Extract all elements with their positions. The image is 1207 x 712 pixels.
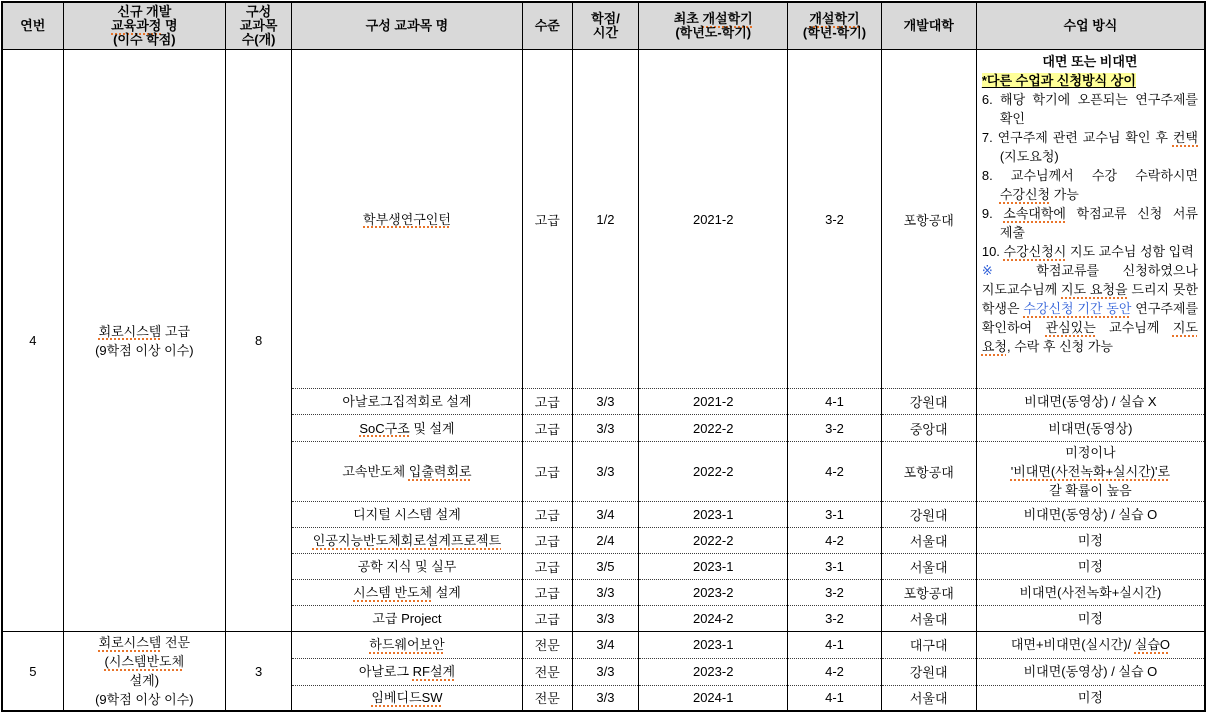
text-segment: *다른 수업과 신청방식 상이 <box>981 73 1136 88</box>
text-segment: 미정 <box>1077 690 1103 706</box>
seq-cell: 4 <box>2 50 63 632</box>
level-cell: 고급 <box>522 554 572 580</box>
credit-hours-cell: 3/3 <box>572 389 638 415</box>
text-segment: 비대면(동영상) / 실습 X <box>1024 394 1157 409</box>
text-segment: 학점교류 신청 서류 제출 <box>999 206 1198 240</box>
text-segment: (이수 학점) <box>113 32 176 47</box>
text-segment: 수강신청 <box>999 187 1051 202</box>
text-line <box>981 392 1200 411</box>
text-line <box>525 19 570 33</box>
first-term-cell: 2024-1 <box>639 685 788 711</box>
text-segment: 전문 <box>161 635 191 650</box>
term-cell: 4-2 <box>788 658 881 685</box>
text-segment: 고속반도체 <box>342 464 409 479</box>
method-cell <box>976 554 1205 580</box>
course-count-cell: 8 <box>226 50 292 632</box>
text-segment: 고급 <box>161 323 191 339</box>
text-line <box>575 12 636 26</box>
text-segment: 학점교류를 신청하였으나 지도교수님께 <box>981 263 1198 297</box>
text-segment: 미정이나 <box>1065 445 1116 460</box>
first-term-cell: 2023-1 <box>639 632 788 659</box>
text-segment: 실습O <box>1134 637 1171 653</box>
credit-hours-cell: 3/3 <box>572 580 638 606</box>
credit-hours-cell: 3/3 <box>572 658 638 685</box>
university-cell: 서울대 <box>881 685 976 711</box>
text-line <box>979 19 1202 33</box>
university-cell: 서울대 <box>881 606 976 632</box>
first-term-cell: 2022-2 <box>639 415 788 442</box>
level-cell: 고급 <box>522 606 572 632</box>
text-line <box>228 19 289 33</box>
text-line <box>575 26 636 40</box>
table-body <box>2 50 1205 712</box>
course-name-cell <box>292 606 523 632</box>
text-segment: (학년도-학기) <box>675 25 752 40</box>
text-segment: 수강신청 기간 동안 <box>1023 301 1132 316</box>
text-segment: 설계 <box>432 585 461 600</box>
text-segment: 미정 <box>1077 533 1103 548</box>
course-name-cell <box>292 389 523 415</box>
header-curriculum <box>63 2 225 50</box>
text-segment: 지도 요청 <box>981 320 1198 354</box>
text-segment: 고급 Project <box>372 611 442 626</box>
text-line <box>228 33 289 47</box>
credit-hours-cell: 3/3 <box>572 415 638 442</box>
term-cell: 3-2 <box>788 415 881 442</box>
text-segment: 아날로그 <box>358 664 413 680</box>
text-line <box>790 12 878 26</box>
course-row <box>2 632 1205 659</box>
text-line <box>66 5 223 19</box>
text-segment: 수준 <box>534 18 560 33</box>
text-segment: 하드웨어보안 <box>369 637 445 653</box>
text-segment: 인공지능반도체회로설계프로젝트 <box>312 533 502 548</box>
level-cell: 고급 <box>522 442 572 502</box>
level-cell: 고급 <box>522 389 572 415</box>
course-table <box>1 1 1206 712</box>
text-segment: 설계) <box>129 673 160 688</box>
text-segment: 개설학기 <box>702 11 753 26</box>
university-cell: 대구대 <box>881 632 976 659</box>
credit-hours-cell: 3/5 <box>572 554 638 580</box>
text-segment: 컨택 <box>1172 130 1198 145</box>
course-name-cell <box>292 580 523 606</box>
text-line <box>68 671 221 690</box>
text-line <box>981 462 1200 481</box>
text-line <box>68 633 221 652</box>
text-line <box>296 505 518 524</box>
first-term-cell: 2022-2 <box>639 528 788 554</box>
text-segment: 회로시스템 <box>98 323 162 339</box>
method-cell <box>976 580 1205 606</box>
curriculum-cell <box>63 50 225 632</box>
header-method <box>976 2 1205 50</box>
method-cell <box>976 389 1205 415</box>
text-segment: 가능 <box>1050 187 1079 202</box>
text-segment: 공학 지식 및 실무 <box>357 559 457 574</box>
text-segment: 비대면(사전녹화+실시간) <box>1019 585 1162 600</box>
course-row <box>2 50 1205 389</box>
text-line <box>981 505 1200 524</box>
level-cell: 고급 <box>522 502 572 528</box>
text-line <box>296 462 518 481</box>
text-segment: 대면+비대면(실시간)/ <box>1010 637 1135 653</box>
text-line <box>641 12 785 26</box>
method-cell <box>976 528 1205 554</box>
text-segment: 연구주제를 확인하여 <box>981 301 1198 335</box>
method-cell <box>976 658 1205 685</box>
university-cell: 강원대 <box>881 389 976 415</box>
text-line <box>982 242 1198 261</box>
text-line <box>982 90 1198 128</box>
method-cell <box>976 632 1205 659</box>
text-segment: 관심있는 <box>1045 320 1096 335</box>
term-cell: 3-2 <box>788 580 881 606</box>
text-line <box>296 210 518 229</box>
text-line <box>296 531 518 550</box>
text-segment: '비대면(사전녹화+실시간)'로 <box>1010 464 1171 479</box>
text-segment: 신규 개발 <box>117 4 172 19</box>
text-segment: 임베디드SW <box>371 690 443 706</box>
text-segment: 시스템 반도체 <box>353 585 433 600</box>
text-segment: (지도요청) <box>999 149 1059 164</box>
text-line <box>981 609 1200 628</box>
text-line <box>981 531 1200 550</box>
text-line <box>981 443 1200 462</box>
text-line <box>982 128 1198 166</box>
text-segment: 교수님께 <box>1095 320 1173 335</box>
text-segment: 비대면(동영상) / 실습 O <box>1023 664 1158 680</box>
text-segment: , 수락 후 신청 가능 <box>1006 339 1113 354</box>
text-line <box>981 635 1200 654</box>
course-name-cell <box>292 632 523 659</box>
credit-hours-cell: 3/3 <box>572 442 638 502</box>
credit-hours-cell: 3/4 <box>572 632 638 659</box>
text-line <box>228 5 289 19</box>
method-cell <box>976 442 1205 502</box>
text-segment: 비대면(동영상) <box>1048 420 1133 436</box>
course-name-cell <box>292 442 523 502</box>
university-cell: 중앙대 <box>881 415 976 442</box>
level-cell: 고급 <box>522 50 572 389</box>
text-segment: (시스템반도체 <box>104 654 185 669</box>
text-line <box>981 557 1200 576</box>
method-cell <box>976 685 1205 711</box>
text-line <box>296 557 518 576</box>
text-line <box>66 19 223 33</box>
text-line <box>982 204 1198 242</box>
university-cell: 서울대 <box>881 528 976 554</box>
course-name-cell <box>292 554 523 580</box>
text-line <box>68 652 221 671</box>
method-cell <box>976 606 1205 632</box>
header-first-term <box>639 2 788 50</box>
text-segment: 비대면(동영상) / 실습 O <box>1023 507 1158 522</box>
method-cell <box>976 415 1205 442</box>
text-line <box>981 481 1200 500</box>
text-segment: 소속대학에 <box>1003 206 1066 221</box>
text-segment: (9학점 이상 이수) <box>95 692 194 707</box>
text-segment: 6. 해당 학기에 오픈되는 연구주제를 확인 <box>981 92 1198 126</box>
first-term-cell: 2023-1 <box>639 502 788 528</box>
text-segment: 구성 <box>246 4 272 19</box>
text-segment: 디지털 시스템 설계 <box>353 507 461 522</box>
text-segment: 7. 연구주제 관련 교수님 확인 후 <box>981 130 1173 145</box>
level-cell: 전문 <box>522 658 572 685</box>
course-name-cell <box>292 528 523 554</box>
text-segment: ※ <box>981 263 1037 278</box>
university-cell: 포항공대 <box>881 580 976 606</box>
header-credit-hours <box>572 2 638 50</box>
text-line <box>982 166 1198 204</box>
text-line <box>296 419 518 438</box>
text-line <box>66 33 223 47</box>
text-segment: 10. <box>981 244 1004 259</box>
text-segment: 개발대학 <box>903 18 954 33</box>
credit-hours-cell: 3/3 <box>572 606 638 632</box>
term-cell: 4-1 <box>788 632 881 659</box>
seq-cell: 5 <box>2 632 63 712</box>
text-segment: 지도 요청을 <box>1061 282 1128 297</box>
text-segment: 및 설계 <box>409 420 455 436</box>
level-cell: 고급 <box>522 528 572 554</box>
text-line <box>68 690 221 709</box>
credit-hours-cell: 1/2 <box>572 50 638 389</box>
text-segment: 명 <box>161 18 178 33</box>
text-line <box>68 322 221 341</box>
text-segment: 학점/ <box>591 11 620 26</box>
text-segment: 회로시스템 <box>98 635 162 650</box>
header-level <box>522 2 572 50</box>
method-cell <box>976 50 1205 389</box>
credit-hours-cell: 2/4 <box>572 528 638 554</box>
text-segment: 수(개) <box>241 32 276 47</box>
text-segment: 미정 <box>1077 611 1103 626</box>
text-segment: 입출력회로 <box>408 464 472 479</box>
table-header <box>2 2 1205 50</box>
header-term <box>788 2 881 50</box>
text-line <box>641 26 785 40</box>
first-term-cell: 2022-2 <box>639 442 788 502</box>
first-term-cell: 2021-2 <box>639 389 788 415</box>
text-line <box>296 662 518 681</box>
method-cell <box>976 502 1205 528</box>
text-segment: 지도 교수님 성함 입력 <box>1066 244 1194 259</box>
text-segment: 최초 <box>673 11 703 26</box>
header-university <box>881 2 976 50</box>
first-term-cell: 2023-1 <box>639 554 788 580</box>
first-term-cell: 2021-2 <box>639 50 788 389</box>
text-segment: 수강신청시 <box>1003 244 1067 259</box>
term-cell: 3-1 <box>788 502 881 528</box>
level-cell: 고급 <box>522 580 572 606</box>
text-segment: 연번 <box>20 18 46 33</box>
text-segment: SoC구조 <box>359 420 410 436</box>
text-segment: 시간 <box>592 25 619 40</box>
text-line <box>981 662 1200 681</box>
text-line <box>296 688 518 707</box>
text-line <box>296 583 518 602</box>
credit-hours-cell: 3/4 <box>572 502 638 528</box>
term-cell: 4-2 <box>788 442 881 502</box>
text-line <box>68 341 221 360</box>
text-line <box>982 52 1198 71</box>
term-cell: 4-1 <box>788 389 881 415</box>
text-segment: 교육과정 <box>111 18 162 33</box>
text-segment: (9학점 이상 이수) <box>95 342 194 358</box>
text-line <box>981 583 1200 602</box>
text-segment: 드리지 못한 학생은 <box>981 282 1198 316</box>
text-line <box>982 71 1198 90</box>
text-segment: 학부생연구인턴 <box>363 211 451 227</box>
term-cell: 3-2 <box>788 606 881 632</box>
text-line <box>296 635 518 654</box>
text-segment: 대면 또는 비대면 <box>1042 54 1138 69</box>
text-segment: 수업 방식 <box>1063 18 1118 33</box>
term-cell: 3-2 <box>788 50 881 389</box>
first-term-cell: 2023-2 <box>639 658 788 685</box>
header-course-count <box>226 2 292 50</box>
text-line <box>982 261 1198 356</box>
university-cell: 강원대 <box>881 658 976 685</box>
text-segment: 교과목 <box>239 18 278 33</box>
course-name-cell <box>292 502 523 528</box>
text-segment: 미정 <box>1077 559 1103 574</box>
university-cell: 포항공대 <box>881 442 976 502</box>
text-segment: 구성 교과목 명 <box>365 18 449 33</box>
first-term-cell: 2024-2 <box>639 606 788 632</box>
level-cell: 전문 <box>522 632 572 659</box>
text-segment: 개설학기 <box>809 11 860 26</box>
text-segment: RF설계 <box>412 664 456 680</box>
course-name-cell <box>292 50 523 389</box>
university-cell: 포항공대 <box>881 50 976 389</box>
text-line <box>296 392 518 411</box>
text-line <box>5 19 61 33</box>
text-line <box>790 26 878 40</box>
text-segment: 9. <box>981 206 1004 221</box>
level-cell: 고급 <box>522 415 572 442</box>
header-row <box>2 2 1205 50</box>
text-segment: 갈 확률이 높음 <box>1049 483 1132 498</box>
first-term-cell: 2023-2 <box>639 580 788 606</box>
term-cell: 4-2 <box>788 528 881 554</box>
course-name-cell <box>292 658 523 685</box>
text-line <box>981 688 1200 707</box>
level-cell: 전문 <box>522 685 572 711</box>
text-segment: 아날로그집적회로 설계 <box>342 394 472 409</box>
text-line <box>981 419 1200 438</box>
header-course-name <box>292 2 523 50</box>
university-cell: 서울대 <box>881 554 976 580</box>
text-line <box>296 609 518 628</box>
university-cell: 강원대 <box>881 502 976 528</box>
curriculum-cell <box>63 632 225 712</box>
course-count-cell: 3 <box>226 632 292 712</box>
term-cell: 3-1 <box>788 554 881 580</box>
text-segment: 8. 교수님께서 수강 수락하시면 <box>981 168 1198 183</box>
term-cell: 4-1 <box>788 685 881 711</box>
course-name-cell <box>292 685 523 711</box>
text-line <box>884 19 974 33</box>
course-name-cell <box>292 415 523 442</box>
credit-hours-cell: 3/3 <box>572 685 638 711</box>
text-line <box>294 19 520 33</box>
text-segment: (학년-학기) <box>802 25 867 40</box>
header-seq <box>2 2 63 50</box>
